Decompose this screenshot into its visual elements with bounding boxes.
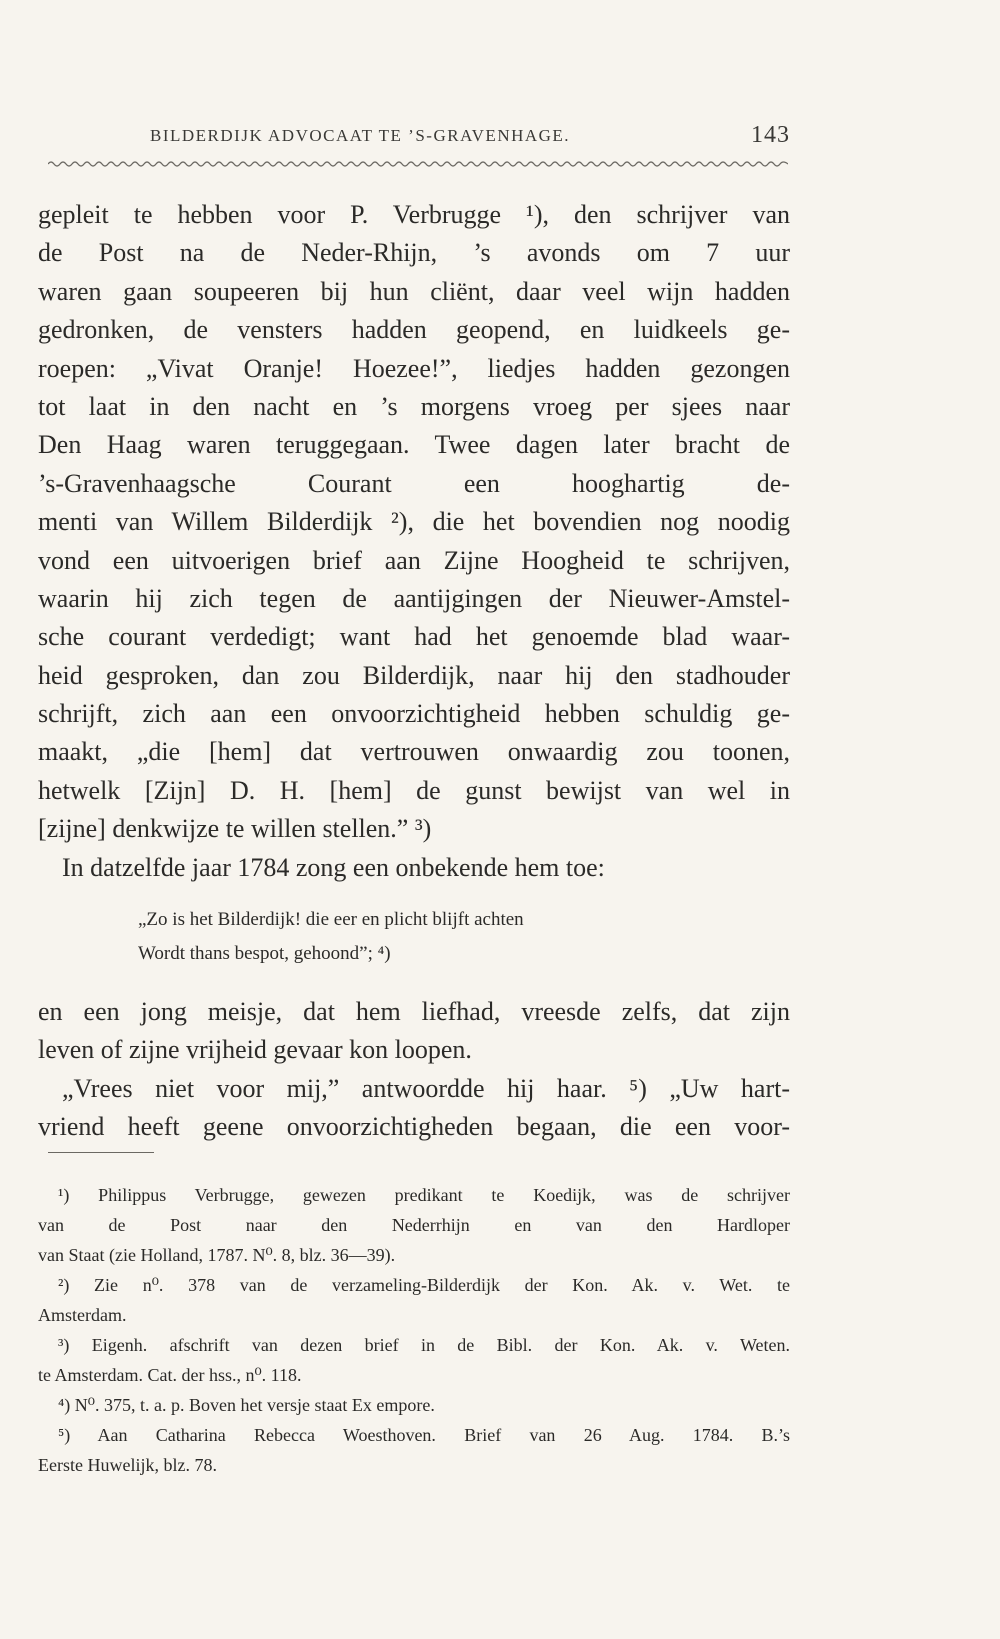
footnote-line: ¹) Philippus Verbrugge, gewezen predikant te Koedijk, was de schrijver <box>58 1185 790 1205</box>
footnote-line: Eerste Huwelijk, blz. 78. <box>38 1455 217 1475</box>
footnote-line: ⁵) Aan Catharina Rebecca Woesthoven. Brief van 26 Aug. 1784. B.’s <box>58 1425 790 1445</box>
footnote-line: ²) Zie n⁰. 378 van de verzameling-Bilderdijk der Kon. Ak. v. Wet. te <box>58 1275 790 1295</box>
decorative-wavy-rule <box>48 160 788 168</box>
text-line: menti van Willem Bilderdijk ²), die het bovendien nog noodig <box>38 507 790 537</box>
text-line: roepen: „Vivat Oranje! Hoezee!”, liedjes hadden gezongen <box>38 353 790 383</box>
text-line: sche courant verdedigt; want had het genoemde blad waar- <box>38 622 790 652</box>
text-line: [zijne] denkwijze te willen stellen.” ³) <box>38 814 432 844</box>
main-text-continued <box>38 993 790 1147</box>
text-line: waarin hij zich tegen de aantijgingen der Nieuwer-Amstel- <box>38 583 790 613</box>
text-line: gedronken, de vensters hadden geopend, en luidkeels ge- <box>38 315 790 345</box>
page-number: 143 <box>751 122 790 148</box>
footnotes <box>38 1180 790 1480</box>
verse-quote <box>138 903 758 971</box>
text-line: de Post na de Neder-Rhijn, ’s avonds om 7 uur <box>38 238 790 268</box>
text-line: vriend heeft geene onvoorzichtigheden begaan, die een voor- <box>38 1112 790 1142</box>
text-line: gepleit te hebben voor P. Verbrugge ¹), den schrijver van <box>38 200 790 229</box>
text-line: heid gesproken, dan zou Bilderdijk, naar hij den stadhouder <box>38 660 790 690</box>
running-header <box>150 122 790 152</box>
main-text <box>38 196 790 887</box>
verse-line: Wordt thans bespot, gehoond”; ⁴) <box>138 943 391 964</box>
text-line: hetwelk [Zijn] D. H. [hem] de gunst bewijst van wel in <box>38 775 790 805</box>
footnote-line: ³) Eigenh. afschrift van dezen brief in de Bibl. der Kon. Ak. v. Weten. <box>58 1335 790 1355</box>
text-line: waren gaan soupeeren bij hun cliënt, daar veel wijn hadden <box>38 276 790 306</box>
text-line: „Vrees niet voor mij,” antwoordde hij haar. ⁵) „Uw hart- <box>62 1073 790 1103</box>
text-line: ’s-Gravenhaagsche Courant een hooghartig de- <box>38 468 790 498</box>
running-title: BILDERDIJK ADVOCAAT TE ’S-GRAVENHAGE. <box>150 126 571 145</box>
text-line: vond een uitvoerigen brief aan Zijne Hoogheid te schrijven, <box>38 545 790 575</box>
text-line: Den Haag waren teruggegaan. Twee dagen later bracht de <box>38 430 790 460</box>
text-line: maakt, „die [hem] dat vertrouwen onwaardig zou toonen, <box>38 737 790 767</box>
text-line: In datzelfde jaar 1784 zong een onbekende hem toe: <box>62 852 605 882</box>
footnote-line: ⁴) N⁰. 375, t. a. p. Boven het versje staat Ex empore. <box>58 1395 435 1415</box>
text-line: schrijft, zich aan een onvoorzichtigheid hebben schuldig ge- <box>38 699 790 729</box>
footnote-divider <box>48 1152 154 1153</box>
footnote-line: van de Post naar den Nederrhijn en van den Hardloper <box>38 1215 790 1235</box>
text-line: en een jong meisje, dat hem liefhad, vreesde zelfs, dat zijn <box>38 997 790 1026</box>
verse-line: „Zo is het Bilderdijk! die eer en plicht blijft achten <box>138 909 524 930</box>
footnote-line: van Staat (zie Holland, 1787. N⁰. 8, blz. 36—39). <box>38 1245 396 1265</box>
footnote-line: te Amsterdam. Cat. der hss., n⁰. 118. <box>38 1365 302 1385</box>
text-line: tot laat in den nacht en ’s morgens vroeg per sjees naar <box>38 391 790 421</box>
text-line: leven of zijne vrijheid gevaar kon loopen. <box>38 1035 472 1065</box>
footnote-line: Amsterdam. <box>38 1305 127 1325</box>
